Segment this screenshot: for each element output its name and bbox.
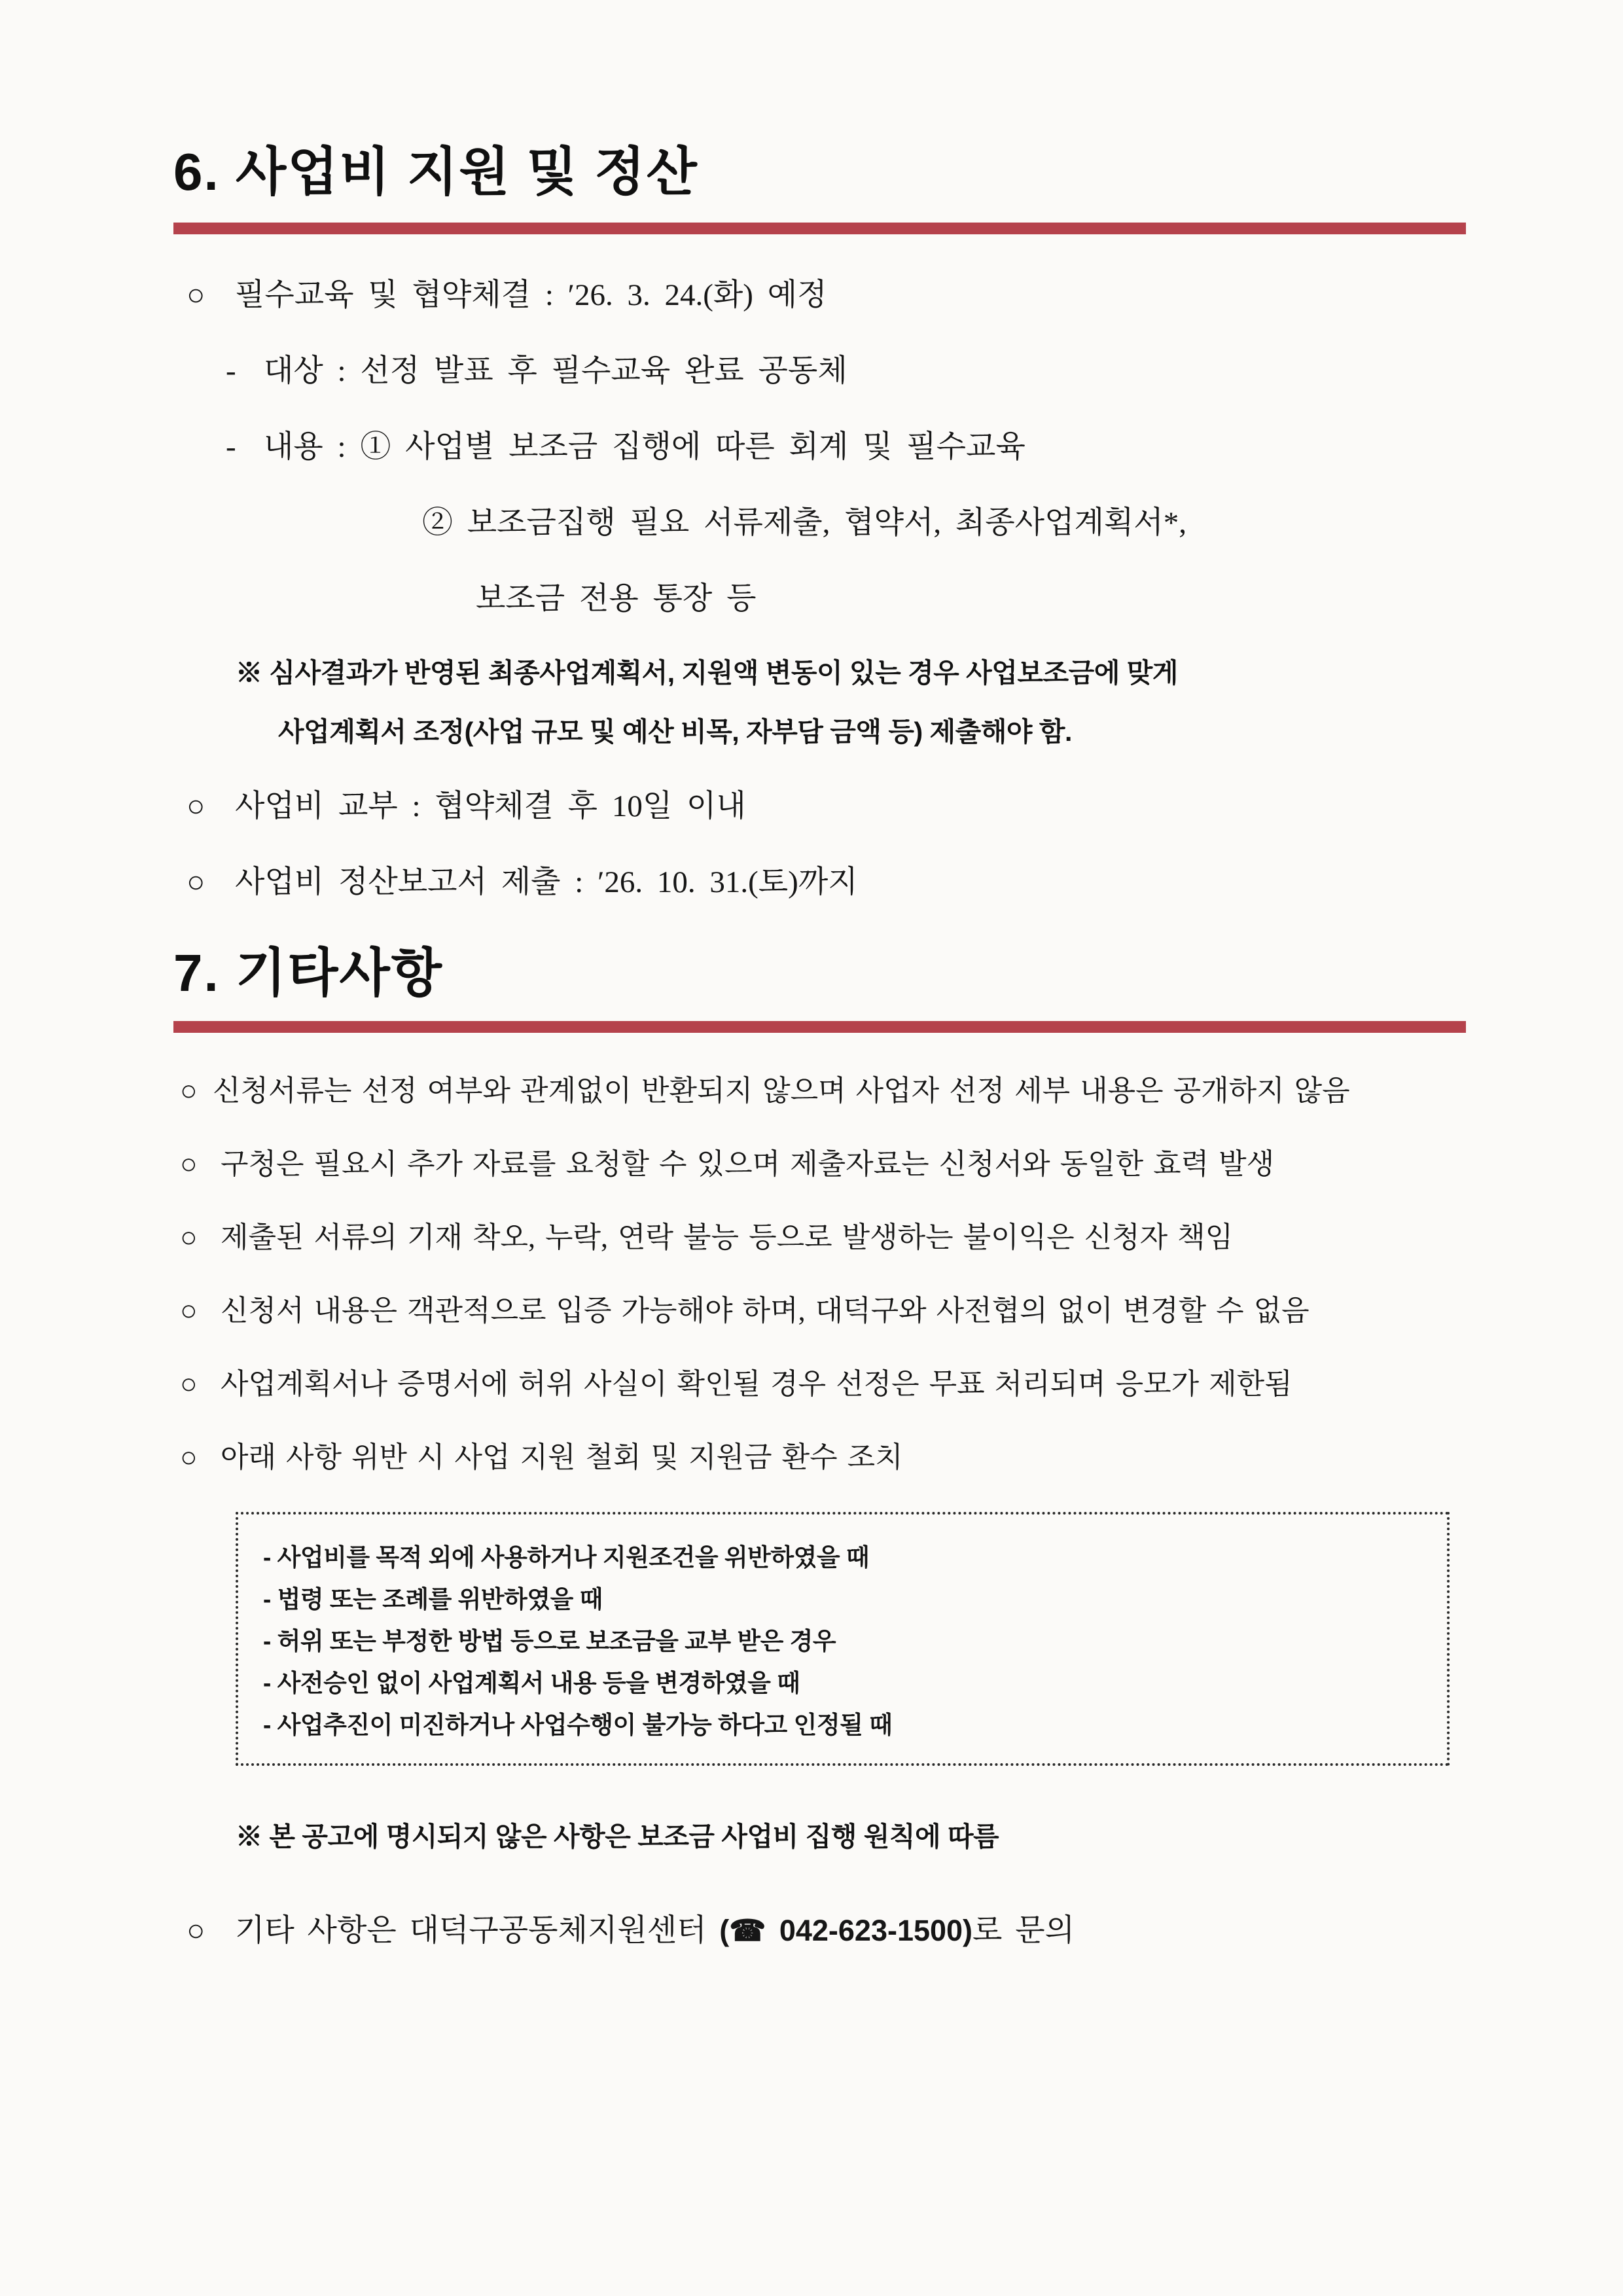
list-item-text: 보조금 전용 통장 등 xyxy=(476,582,757,616)
circle-bullet: ○ xyxy=(180,1148,198,1180)
circle-bullet: ○ xyxy=(180,1295,198,1327)
list-item xyxy=(422,503,1492,543)
list-item-text: 제출된 서류의 기재 착오, 누락, 연락 불능 등으로 발생하는 불이익은 신청자 책임 xyxy=(221,1221,1234,1253)
circle-bullet: ○ xyxy=(180,1368,198,1400)
circle-bullet: ○ xyxy=(180,1075,198,1107)
violation-item: - 사전승인 없이 사업계획서 내용 등을 변경하였을 때 xyxy=(263,1670,800,1696)
list-item xyxy=(476,579,1492,619)
list-item xyxy=(187,275,1492,315)
list-item xyxy=(187,862,1492,903)
list-item-text: 구청은 필요시 추가 자료를 요청할 수 있으며 제출자료는 신청서와 동일한 효력 발생 xyxy=(221,1148,1275,1180)
contact-line xyxy=(187,1910,1492,1951)
circle-bullet: ○ xyxy=(187,789,205,823)
section-7-heading: 7. 기타사항 xyxy=(173,944,444,1002)
list-item-text: 사업비 정산보고서 제출 : ′26. 10. 31.(토)까지 xyxy=(235,865,858,899)
list-item xyxy=(180,1145,1492,1183)
violation-conditions-box xyxy=(236,1512,1450,1766)
list-item xyxy=(180,1439,1492,1477)
footnote: ※ 심사결과가 반영된 최종사업계획서, 지원액 변동이 있는 경우 사업보조금에 맞게 xyxy=(236,658,1178,688)
list-item xyxy=(180,1292,1492,1330)
phone-number: (☎ 042-623-1500) xyxy=(719,1914,973,1947)
circle-bullet: ○ xyxy=(187,278,205,312)
circle-bullet: ○ xyxy=(180,1221,198,1253)
list-item-text: 내용 : ① 사업별 보조금 집행에 따른 회계 및 필수교육 xyxy=(264,430,1026,464)
violation-item: - 허위 또는 부정한 방법 등으로 보조금을 교부 받은 경우 xyxy=(263,1628,836,1655)
list-item-text: 신청서류는 선정 여부와 관계없이 반환되지 않으며 사업자 선정 세부 내용은 공개하지 않음 xyxy=(213,1075,1350,1107)
list-item xyxy=(187,786,1492,827)
section-6-heading: 6. 사업비 지원 및 정산 xyxy=(173,143,698,201)
footnote-continued: 사업계획서 조정(사업 규모 및 예산 비목, 자부담 금액 등) 제출해야 함. xyxy=(278,717,1072,747)
circle-bullet: ○ xyxy=(180,1441,198,1473)
circle-bullet: ○ xyxy=(187,1914,205,1948)
contact-text xyxy=(235,1910,1075,1951)
section-6-list-2 xyxy=(173,786,1492,903)
dash-bullet: - xyxy=(226,430,236,464)
list-item-text: 신청서 내용은 객관적으로 입증 가능해야 하며, 대덕구와 사전협의 없이 변경할 수 없음 xyxy=(221,1295,1310,1327)
footnote: ※ 본 공고에 명시되지 않은 사항은 보조금 사업비 집행 원칙에 따름 xyxy=(236,1821,999,1852)
list-item-text: 아래 사항 위반 시 사업 지원 철회 및 지원금 환수 조치 xyxy=(221,1441,903,1473)
contact-prefix: 기타 사항은 대덕구공동체지원센터 xyxy=(235,1914,720,1948)
list-item-text: 사업비 교부 : 협약체결 후 10일 이내 xyxy=(235,789,746,823)
violation-item: - 사업비를 목적 외에 사용하거나 지원조건을 위반하였을 때 xyxy=(263,1544,870,1571)
list-item-text: 필수교육 및 협약체결 : ′26. 3. 24.(화) 예정 xyxy=(235,278,827,312)
circle-bullet: ○ xyxy=(187,865,205,899)
section-6-list xyxy=(173,275,1492,903)
violation-item: - 법령 또는 조례를 위반하였을 때 xyxy=(263,1586,603,1613)
contact-suffix: 로 문의 xyxy=(972,1914,1075,1948)
section-7-divider xyxy=(173,1021,1466,1033)
list-item-text: 사업계획서나 증명서에 허위 사실이 확인될 경우 선정은 무표 처리되며 응모가 제한됨 xyxy=(221,1368,1293,1400)
list-item xyxy=(226,351,1492,391)
dash-bullet: - xyxy=(226,354,236,388)
section-7-list xyxy=(173,1072,1492,1477)
list-item xyxy=(180,1072,1492,1110)
list-item xyxy=(226,427,1492,467)
list-item-text: 대상 : 선정 발표 후 필수교육 완료 공동체 xyxy=(264,354,847,388)
violation-item: - 사업추진이 미진하거나 사업수행이 불가능 하다고 인정될 때 xyxy=(263,1712,893,1738)
list-item xyxy=(180,1219,1492,1257)
section-6-divider xyxy=(173,223,1466,234)
list-item-text: ② 보조금집행 필요 서류제출, 협약서, 최종사업계획서*, xyxy=(422,506,1186,540)
list-item xyxy=(180,1365,1492,1403)
